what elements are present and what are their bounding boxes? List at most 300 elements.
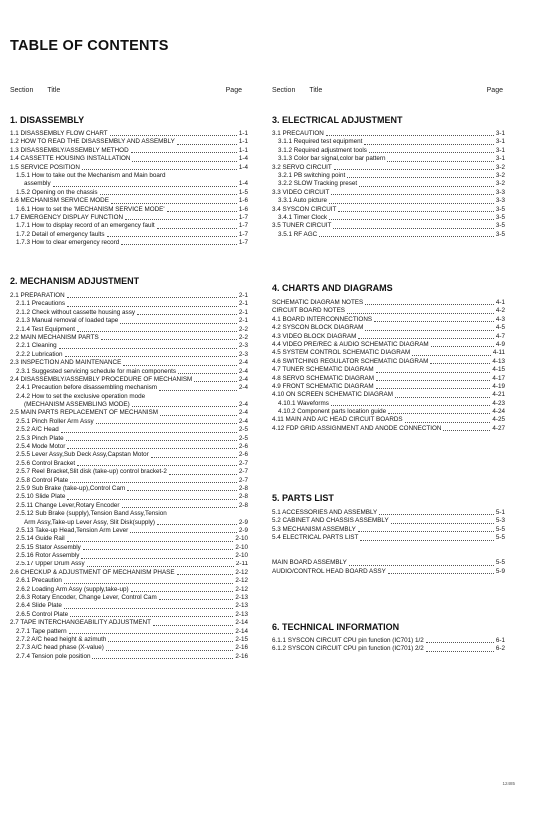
toc-entry-title: 4.7 TUNER SCHEMATIC DIAGRAM	[272, 366, 374, 374]
toc-entry	[10, 147, 248, 155]
toc-entry-title: 1.7 EMERGENCY DISPLAY FUNCTION	[10, 213, 124, 221]
toc-entry-title: 3.2.2 SLOW Tracking preset	[278, 180, 358, 188]
toc-entry-title: 2.7.1 Tape pattern	[16, 627, 67, 635]
dot-leader	[364, 144, 494, 145]
toc-entry-title: 2.4 DISASSEMBLY/ASSEMBLY PROCEDURE OF MECHANISM	[10, 375, 193, 383]
toc-entry	[272, 517, 505, 525]
toc-entry-page: 2-7	[238, 459, 248, 467]
toc-entry-title: 4.3 VIDEO BLOCK DIAGRAM	[272, 332, 357, 340]
toc-entry	[10, 468, 248, 476]
toc-entry	[10, 384, 248, 392]
dot-leader	[329, 203, 494, 204]
toc-entry-page: 4-2	[495, 307, 505, 315]
dot-leader	[61, 432, 237, 433]
dot-leader	[426, 651, 494, 652]
toc-entry	[272, 366, 505, 374]
toc-entry	[10, 552, 248, 560]
dot-leader	[379, 514, 494, 515]
toc-entry-page: 1-5	[238, 188, 248, 196]
toc-entry-title: 3.1.1 Required test equipment	[278, 138, 363, 146]
toc-entry	[10, 130, 248, 138]
toc-entry	[10, 493, 248, 501]
toc-entry-page: 2-9	[238, 526, 248, 534]
toc-entry	[10, 569, 248, 577]
dot-leader	[131, 591, 234, 592]
toc-entry-title: 3.4.1 Timer Clock	[278, 213, 327, 221]
toc-entry-page: 3-3	[495, 197, 505, 205]
toc-entry-page: 1-7	[238, 230, 248, 238]
dot-leader	[376, 388, 491, 389]
dot-leader	[358, 531, 494, 532]
toc-entry-page: 1-6	[238, 197, 248, 205]
dot-leader	[125, 219, 237, 220]
toc-entry-page: 4-27	[492, 424, 505, 432]
toc-entry	[272, 130, 505, 138]
toc-entry	[272, 559, 505, 567]
toc-entry	[10, 636, 248, 644]
toc-entry	[272, 231, 505, 239]
toc-entry	[272, 645, 505, 653]
toc-entry-page: 2-8	[238, 484, 248, 492]
dot-leader	[77, 465, 237, 466]
toc-entry	[10, 401, 248, 409]
toc-entry-title: (MECHANISM ASSEMBLING MODE)	[24, 401, 130, 409]
dot-leader	[358, 338, 494, 339]
title-col-label: Title	[309, 87, 323, 94]
toc-entry-page: 1-7	[238, 222, 248, 230]
toc-entry-page: 2-4	[238, 417, 248, 425]
toc-entry-page: 2-10	[235, 552, 248, 560]
dot-leader	[443, 430, 490, 431]
toc-entry	[10, 426, 248, 434]
toc-entry-title: 2.1.3 Manual removal of loaded tape	[16, 317, 119, 325]
toc-entry-title: 3.1 PRECAUTION	[272, 130, 324, 137]
dot-leader	[64, 608, 234, 609]
dot-leader	[369, 152, 494, 153]
dot-leader	[169, 474, 237, 475]
toc-entry	[10, 535, 248, 543]
toc-entry	[272, 358, 505, 366]
toc-entry-title: MAIN BOARD ASSEMBLY	[272, 559, 347, 567]
dot-leader	[130, 532, 237, 533]
toc-entry-title: 4.8 SERVO SCHEMATIC DIAGRAM	[272, 374, 374, 382]
toc-entry	[272, 155, 505, 163]
toc-entry-page: 2-12	[235, 577, 248, 585]
toc-entry-title: 3.4 SYSCON CIRCUIT	[272, 205, 337, 213]
dot-leader	[388, 573, 494, 574]
toc-entry-page: 2-6	[238, 443, 248, 451]
toc-entry-title: 2.6 CHECKUP & ADJUSTMENT OF MECHANISM PHASE	[10, 568, 175, 576]
toc-entry-page: 4-25	[492, 416, 505, 424]
toc-entry-page: 2-4	[238, 367, 248, 375]
toc-entry-title: 2.5 MAIN PARTS REPLACEMENT OF MECHANISM	[10, 409, 159, 417]
toc-entry-page: 5-1	[495, 509, 505, 516]
toc-entry-title: 2.6.4 Slide Plate	[16, 602, 62, 610]
toc-entry-page: 5-5	[495, 559, 505, 567]
toc-entry-title: 2.5.16 Rotor Assembly	[16, 552, 80, 560]
toc-entry-title: 4.10.1 Waveforms	[278, 399, 329, 407]
toc-entry-title: 4.2 SYSCON BLOCK DIAGRAM	[272, 324, 364, 332]
dot-leader	[388, 413, 490, 414]
toc-entry-page: 1-4	[238, 180, 248, 188]
toc-entry-title: 3.3.1 Auto picture	[278, 197, 328, 205]
toc-entry-page: 3-2	[495, 163, 505, 171]
dot-leader	[101, 339, 237, 340]
toc-entry	[272, 383, 505, 391]
toc-entry-title: 2.6.3 Rotary Encoder, Change Lever, Control Cam	[16, 594, 157, 602]
dot-leader	[53, 186, 237, 187]
dot-leader	[153, 625, 233, 626]
toc-entry	[10, 222, 248, 230]
toc-entry-title: 2.5.11 Change Lever,Rotary Encoder	[16, 501, 120, 509]
dot-leader	[67, 499, 237, 500]
section-heading: 3. ELECTRICAL ADJUSTMENT	[272, 115, 403, 125]
dot-leader	[347, 177, 494, 178]
dot-leader	[122, 507, 237, 508]
toc-entry-page: 2-10	[235, 535, 248, 543]
dot-leader	[67, 541, 234, 542]
dot-leader	[331, 194, 494, 195]
toc-entry	[10, 418, 248, 426]
toc-entry-page: 2-5	[238, 426, 248, 434]
dot-leader	[374, 321, 494, 322]
toc-entry-title: 2.3.1 Suggested servicing schedule for main components	[16, 367, 176, 375]
toc-entry	[10, 164, 248, 172]
toc-entry-page: 2-3	[238, 350, 248, 358]
toc-entry-title: 1.7.2 Detail of emergency faults	[16, 230, 105, 238]
toc-entry-page: 3-1	[495, 138, 505, 146]
toc-entry-title: 2.5.2 A/C Head	[16, 426, 59, 434]
toc-entry-title: 2.5.12 Sub Brake (supply),Tension Band Assy,Tension	[16, 510, 167, 518]
toc-entry-title: 3.1.3 Color bar signal,color bar pattern	[278, 155, 386, 163]
dot-leader	[137, 314, 237, 315]
toc-entry	[10, 334, 248, 342]
toc-entry	[10, 577, 248, 585]
toc-entry	[272, 222, 505, 230]
toc-entry-title: Arm Assy,Take-up Lever Assy, Slit Disk(supply)	[24, 518, 155, 526]
dot-leader	[167, 211, 237, 212]
dot-leader	[349, 565, 494, 566]
toc-entry-title: 6.1.2 SYSCON CIRCUIT CPU pin function (IC701) 2/2	[272, 645, 424, 653]
toc-entry-title: 2.5.14 Guide Rail	[16, 535, 65, 543]
left-column-header	[10, 87, 242, 94]
toc-entry-title: 3.2 SERVO CIRCUIT	[272, 163, 332, 171]
dot-leader	[127, 490, 237, 491]
toc-entry	[272, 189, 505, 197]
dot-leader	[64, 583, 234, 584]
toc-entry-title: 2.2.2 Lubrication	[16, 350, 63, 358]
toc-entry-title: 4.10.2 Component parts location guide	[278, 408, 387, 416]
dot-leader	[319, 236, 494, 237]
title-col-label: Title	[47, 87, 61, 94]
toc-entry	[10, 594, 248, 602]
toc-entry-page: 4-21	[492, 391, 505, 399]
toc-entry-title: 4.10 ON SCREEN SCHEMATIC DIAGRAM	[272, 391, 393, 399]
dot-leader	[431, 346, 494, 347]
toc-entry-title: 2.6.5 Control Plate	[16, 610, 69, 618]
toc-entry	[272, 391, 505, 399]
toc-entry	[10, 393, 248, 401]
toc-entry-title: 1.5.2 Opening on the chassis	[16, 188, 98, 196]
toc-entry-page: 2-4	[238, 401, 248, 409]
toc-entry-page: 2-2	[238, 333, 248, 341]
toc-entry-page: 4-23	[492, 399, 505, 407]
dot-leader	[83, 549, 234, 550]
toc-entry	[10, 138, 248, 146]
dot-leader	[108, 641, 233, 642]
toc-entry-page: 3-2	[495, 180, 505, 188]
toc-entry-title: SCHEMATIC DIAGRAM NOTES	[272, 299, 364, 306]
toc-entry-title: AUDIO/CONTROL HEAD BOARD ASSY	[272, 567, 386, 575]
toc-entry	[10, 342, 248, 350]
toc-entry	[10, 485, 248, 493]
toc-entry	[10, 653, 248, 661]
dot-leader	[177, 574, 234, 575]
toc-entry-title: 1.7.1 How to display record of an emergency fault	[16, 222, 155, 230]
dot-leader	[194, 381, 237, 382]
toc-entry-page: 1-7	[238, 213, 248, 221]
dot-leader	[59, 348, 237, 349]
dot-leader	[120, 323, 237, 324]
toc-entry	[272, 324, 505, 332]
toc-entry-page: 2-13	[235, 594, 248, 602]
toc-entry-title: 2.1 PREPARATION	[10, 292, 65, 299]
dot-leader	[365, 330, 494, 331]
dot-leader	[69, 633, 234, 634]
dot-leader	[365, 304, 494, 305]
toc-entry-page: 4-7	[495, 332, 505, 340]
toc-entry-title: 3.2.1 PB switching point	[278, 171, 346, 179]
dot-leader	[87, 566, 234, 567]
toc-entry-title: 1.3 DISASSEMBLY/ASSEMBLY METHOD	[10, 146, 129, 154]
dot-leader	[347, 313, 494, 314]
toc-entry-title: 1.4 CASSETTE HOUSING INSTALLATION	[10, 155, 131, 163]
toc-entry	[272, 316, 505, 324]
toc-entry-page: 2-4	[238, 375, 248, 383]
toc-entry-title: 2.5.8 Control Plate	[16, 476, 69, 484]
toc-entry-title: 2.5.5 Lever Assy,Sub Deck Assy,Capstan Motor	[16, 451, 149, 459]
dot-leader	[106, 650, 234, 651]
toc-list	[272, 637, 505, 654]
toc-entry-title: 3.1.2 Required adjustment tools	[278, 146, 367, 154]
toc-entry	[10, 619, 248, 627]
toc-entry	[10, 351, 248, 359]
toc-entry-page: 2-14	[235, 619, 248, 627]
toc-entry-page: 2-1	[238, 300, 248, 308]
toc-entry-page: 2-4	[238, 409, 248, 417]
toc-entry-page: 2-3	[238, 342, 248, 350]
toc-entry	[10, 172, 248, 180]
toc-entry-title: 2.4.1 Precaution before disassembling mechanism	[16, 384, 158, 392]
toc-entry-title: 2.6.1 Precaution	[16, 577, 62, 585]
toc-entry	[10, 197, 248, 205]
toc-entry-page: 3-1	[495, 146, 505, 154]
toc-entry-page: 4-13	[492, 357, 505, 365]
dot-leader	[132, 406, 237, 407]
toc-entry-page: 2-13	[235, 610, 248, 618]
dot-leader	[159, 599, 234, 600]
dot-leader	[111, 203, 237, 204]
toc-entry	[272, 534, 505, 542]
toc-entry-page: 1-1	[238, 146, 248, 154]
toc-entry-page: 2-13	[235, 602, 248, 610]
toc-entry-page: 4-17	[492, 374, 505, 382]
toc-entry-title: 1.6 MECHANISM SERVICE MODE	[10, 197, 109, 205]
dot-leader	[391, 523, 494, 524]
dot-leader	[121, 244, 237, 245]
toc-entry	[10, 561, 248, 569]
section-heading: 5. PARTS LIST	[272, 493, 334, 503]
toc-entry	[10, 435, 248, 443]
toc-entry-title: 3.5.1 RF AGC	[278, 230, 318, 238]
toc-entry-page: 2-8	[238, 493, 248, 501]
section-heading: 6. TECHNICAL INFORMATION	[272, 622, 400, 632]
toc-entry-page: 2-10	[235, 543, 248, 551]
dot-leader	[178, 373, 237, 374]
toc-entry	[10, 460, 248, 468]
toc-entry-page: 3-5	[495, 213, 505, 221]
toc-entry	[10, 180, 248, 188]
dot-leader	[387, 161, 493, 162]
toc-entry	[10, 292, 248, 300]
toc-entry-page: 2-1	[238, 308, 248, 316]
toc-entry-page: 3-5	[495, 205, 505, 213]
toc-entry	[10, 644, 248, 652]
toc-entry-title: 4.9 FRONT SCHEMATIC DIAGRAM	[272, 382, 374, 390]
toc-entry-title: 2.7.4 Tension pole position	[16, 652, 91, 660]
toc-entry	[272, 375, 505, 383]
dot-leader	[92, 658, 233, 659]
toc-entry	[10, 586, 248, 594]
dot-leader	[333, 228, 494, 229]
toc-entry-page: 2-7	[238, 476, 248, 484]
dot-leader	[376, 372, 491, 373]
toc-entry-title: 2.2.1 Cleaning	[16, 342, 57, 350]
toc-entry-page: 4-9	[495, 340, 505, 348]
toc-entry-title: 1.6.1 How to set the 'MECHANISM SERVICE MODE'	[16, 205, 165, 213]
toc-entry-title: 4.11 MAIN AND A/C HEAD CIRCUIT BOARDS	[272, 416, 403, 424]
toc-entry-page: 2-1	[238, 292, 248, 299]
dot-leader	[412, 355, 491, 356]
toc-entry-title: 3.5 TUNER CIRCUIT	[272, 222, 332, 230]
toc-entry-page: 2-6	[238, 451, 248, 459]
section-col-label: Section	[10, 87, 34, 94]
toc-entry-title: 2.5.9 Sub Brake (take-up),Control Cam	[16, 484, 126, 492]
dot-leader	[67, 448, 237, 449]
toc-entry-title: 2.5.1 Pinch Roller Arm Assy	[16, 417, 94, 425]
toc-entry	[272, 164, 505, 172]
toc-entry-title: 2.5.13 Take-up Head,Tension Arm Lever	[16, 526, 129, 534]
toc-entry	[10, 611, 248, 619]
toc-entry-title: 2.6.2 Loading Arm Assy (supply,take-up)	[16, 585, 129, 593]
toc-entry-page: 4-5	[495, 324, 505, 332]
toc-entry-page: 2-15	[235, 636, 248, 643]
toc-entry-title: 5.3 MECHANISM ASSEMBLY	[272, 525, 356, 533]
toc-entry-title: 2.5.4 Mode Motor	[16, 443, 66, 451]
section-heading: 4. CHARTS AND DIAGRAMS	[272, 283, 393, 293]
dot-leader	[67, 306, 237, 307]
toc-entry-title: 4.12 FDP GRID ASSIGNMENT AND ANODE CONNECTION	[272, 424, 442, 432]
toc-entry	[272, 147, 505, 155]
dot-leader	[360, 540, 494, 541]
toc-entry-title: 5.4 ELECTRICAL PARTS LIST	[272, 534, 359, 542]
right-column-header	[272, 87, 503, 94]
toc-entry-title: 2.1.2 Check without cassette housing assy	[16, 308, 136, 316]
toc-list	[272, 130, 505, 239]
toc-entry-page: 3-5	[495, 222, 505, 230]
toc-entry-page: 1-4	[238, 163, 248, 171]
toc-entry	[10, 602, 248, 610]
toc-entry-title: 2.1.4 Test Equipment	[16, 325, 76, 333]
toc-entry-page: 3-1	[495, 130, 505, 137]
toc-entry	[10, 376, 248, 384]
dot-leader	[131, 152, 237, 153]
dot-leader	[70, 482, 237, 483]
toc-entry	[10, 510, 248, 518]
toc-entry	[272, 637, 505, 645]
dot-leader	[334, 169, 494, 170]
toc-entry	[10, 409, 248, 417]
toc-entry-title: 5.2 CABINET AND CHASSIS ASSEMBLY	[272, 517, 389, 525]
toc-entry	[10, 451, 248, 459]
toc-entry	[10, 206, 248, 214]
toc-entry	[272, 341, 505, 349]
dot-leader	[151, 457, 237, 458]
toc-entry-page: 3-5	[495, 230, 505, 238]
toc-entry-page: 1-6	[238, 205, 248, 213]
dot-leader	[395, 397, 490, 398]
toc-entry	[10, 231, 248, 239]
toc-entry	[10, 519, 248, 527]
dot-leader	[132, 161, 236, 162]
toc-entry-page: 6-2	[495, 645, 505, 653]
toc-entry-page: 5-5	[495, 525, 505, 533]
toc-entry	[10, 309, 248, 317]
toc-entry-title: 4.6 SWITCHING REGULATOR SCHEMATIC DIAGRAM	[272, 357, 429, 365]
toc-entry-title: 5.1 ACCESSORIES AND ASSEMBLY	[272, 509, 378, 516]
toc-entry-page: 1-1	[238, 138, 248, 146]
toc-entry-title: assembly	[24, 180, 51, 188]
toc-entry-title: 3.3 VIDEO CIRCUIT	[272, 188, 330, 196]
toc-entry-page: 6-1	[495, 637, 505, 644]
dot-leader	[359, 186, 494, 187]
toc-entry	[10, 239, 248, 247]
toc-entry-title: 4.4 VIDEO PRE/REC & AUDIO SCHEMATIC DIAGRAM	[272, 340, 429, 348]
toc-entry	[10, 368, 248, 376]
toc-entry	[272, 526, 505, 534]
dot-leader	[405, 422, 491, 423]
toc-entry-title: 2.5.10 Slide Plate	[16, 493, 66, 501]
dot-leader	[160, 415, 237, 416]
toc-entry-page: 4-15	[492, 366, 505, 374]
dot-leader	[331, 405, 491, 406]
dot-leader	[426, 642, 494, 643]
toc-entry	[10, 326, 248, 334]
toc-list	[10, 130, 248, 247]
toc-entry-page: 3-2	[495, 171, 505, 179]
toc-entry-page: 2-12	[235, 568, 248, 576]
toc-entry-page: 2-4	[238, 359, 248, 367]
toc-entry	[10, 527, 248, 535]
toc-entry	[10, 544, 248, 552]
toc-entry-page: 2-16	[235, 644, 248, 652]
toc-entry	[10, 214, 248, 222]
toc-entry-page: 5-9	[495, 567, 505, 575]
toc-entry-title: 2.7 TAPE INTERCHANGEABILITY ADJUSTMENT	[10, 619, 152, 627]
toc-entry-page: 2-16	[235, 652, 248, 660]
toc-entry	[10, 443, 248, 451]
toc-entry-title: 4.5 SYSTEM CONTROL SCHEMATIC DIAGRAM	[272, 349, 411, 357]
